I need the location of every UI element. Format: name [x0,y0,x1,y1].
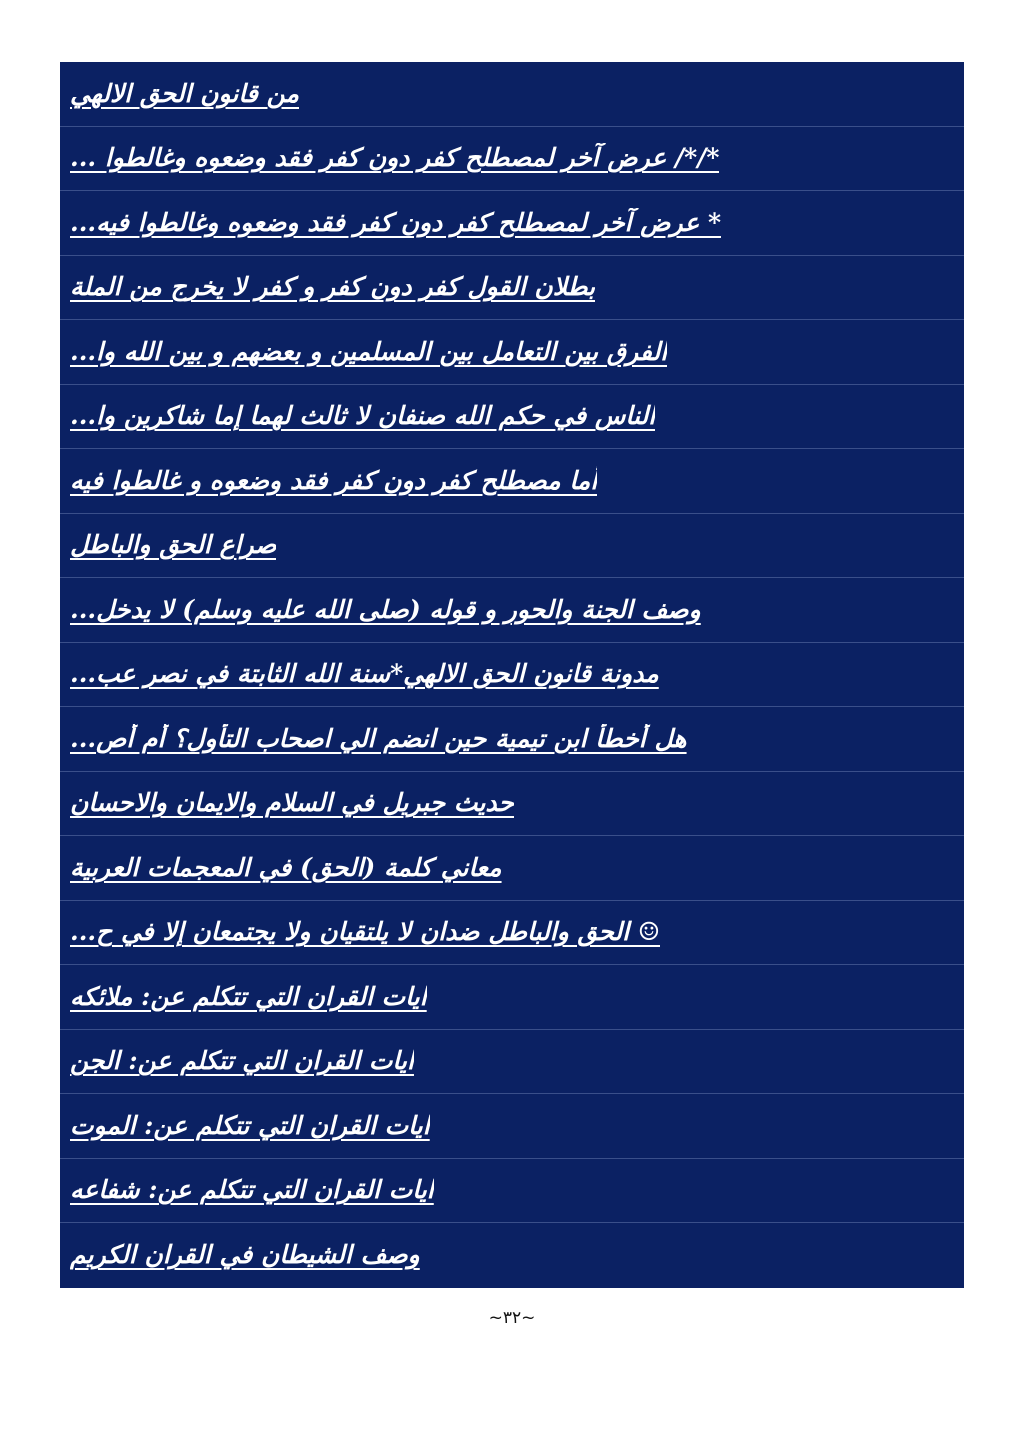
list-item [60,256,964,321]
list-item [60,965,964,1030]
post-link[interactable]: الفرق بين التعامل بين المسلمين و بعضهم و بين الله وا... [70,336,668,366]
post-link[interactable]: ☺ الحق والباطل ضدان لا يلتقيان ولا يجتمعان إلا في ح... [70,917,661,947]
post-link[interactable]: معاني كلمة (الحق) في المعجمات العربية [70,852,502,882]
post-link[interactable]: بطلان القول كفر دون كفر و كفر لا يخرج من الملة [70,272,596,302]
post-link[interactable]: أما مصطلح كفر دون كفر فقد وضعوه و غالطوا فيه [70,465,598,495]
list-item [60,707,964,772]
list-item [60,127,964,192]
page-number: ~٣٢~ [488,1308,536,1328]
post-link[interactable]: مدونة قانون الحق الالهي*سنة الله الثابتة في نصر عب... [70,659,659,689]
list-item [60,320,964,385]
post-link[interactable]: وصف الشيطان في القران الكريم [70,1240,420,1270]
list-item [60,836,964,901]
post-link[interactable]: صراع الحق والباطل [70,530,277,560]
list-item [60,1223,964,1288]
post-link[interactable]: ايات القران التي تتكلم عن: شفاعه [70,1175,434,1205]
post-link[interactable]: الناس في حكم الله صنفان لا ثالث لهما إما شاكرين وا... [70,401,656,431]
index-panel [60,62,964,1288]
post-link[interactable]: حديث جبريل في السلام والايمان والاحسان [70,788,515,818]
post-link[interactable]: هل أخطأ ابن تيمية حين انضم الي اصحاب التأول؟ أم أص... [70,723,687,753]
list-item [60,191,964,256]
post-link[interactable]: * عرض آخر لمصطلح كفر دون كفر فقد وضعوه وغالطوا فيه... [70,207,722,237]
post-link[interactable]: */*/ عرض آخر لمصطلح كفر دون كفر فقد وضعوه وغالطوا ... [70,143,720,173]
list-item [60,1159,964,1224]
list-item [60,514,964,579]
post-link[interactable]: وصف الجنة والحور و قوله (صلى الله عليه وسلم) لا يدخل... [70,594,701,624]
list-item [60,62,964,127]
list-item [60,449,964,514]
list-item [60,1094,964,1159]
list-item [60,643,964,708]
link-list [60,62,964,1288]
post-link[interactable]: ايات القران التي تتكلم عن: الموت [70,1110,430,1140]
list-item [60,1030,964,1095]
list-item [60,578,964,643]
post-link[interactable]: من قانون الحق الالهي [70,78,300,108]
post-link[interactable]: ايات القران التي تتكلم عن: ملائكه [70,981,427,1011]
list-item [60,772,964,837]
post-link[interactable]: ايات القران التي تتكلم عن: الجن [70,1046,414,1076]
list-item [60,385,964,450]
list-item [60,901,964,966]
